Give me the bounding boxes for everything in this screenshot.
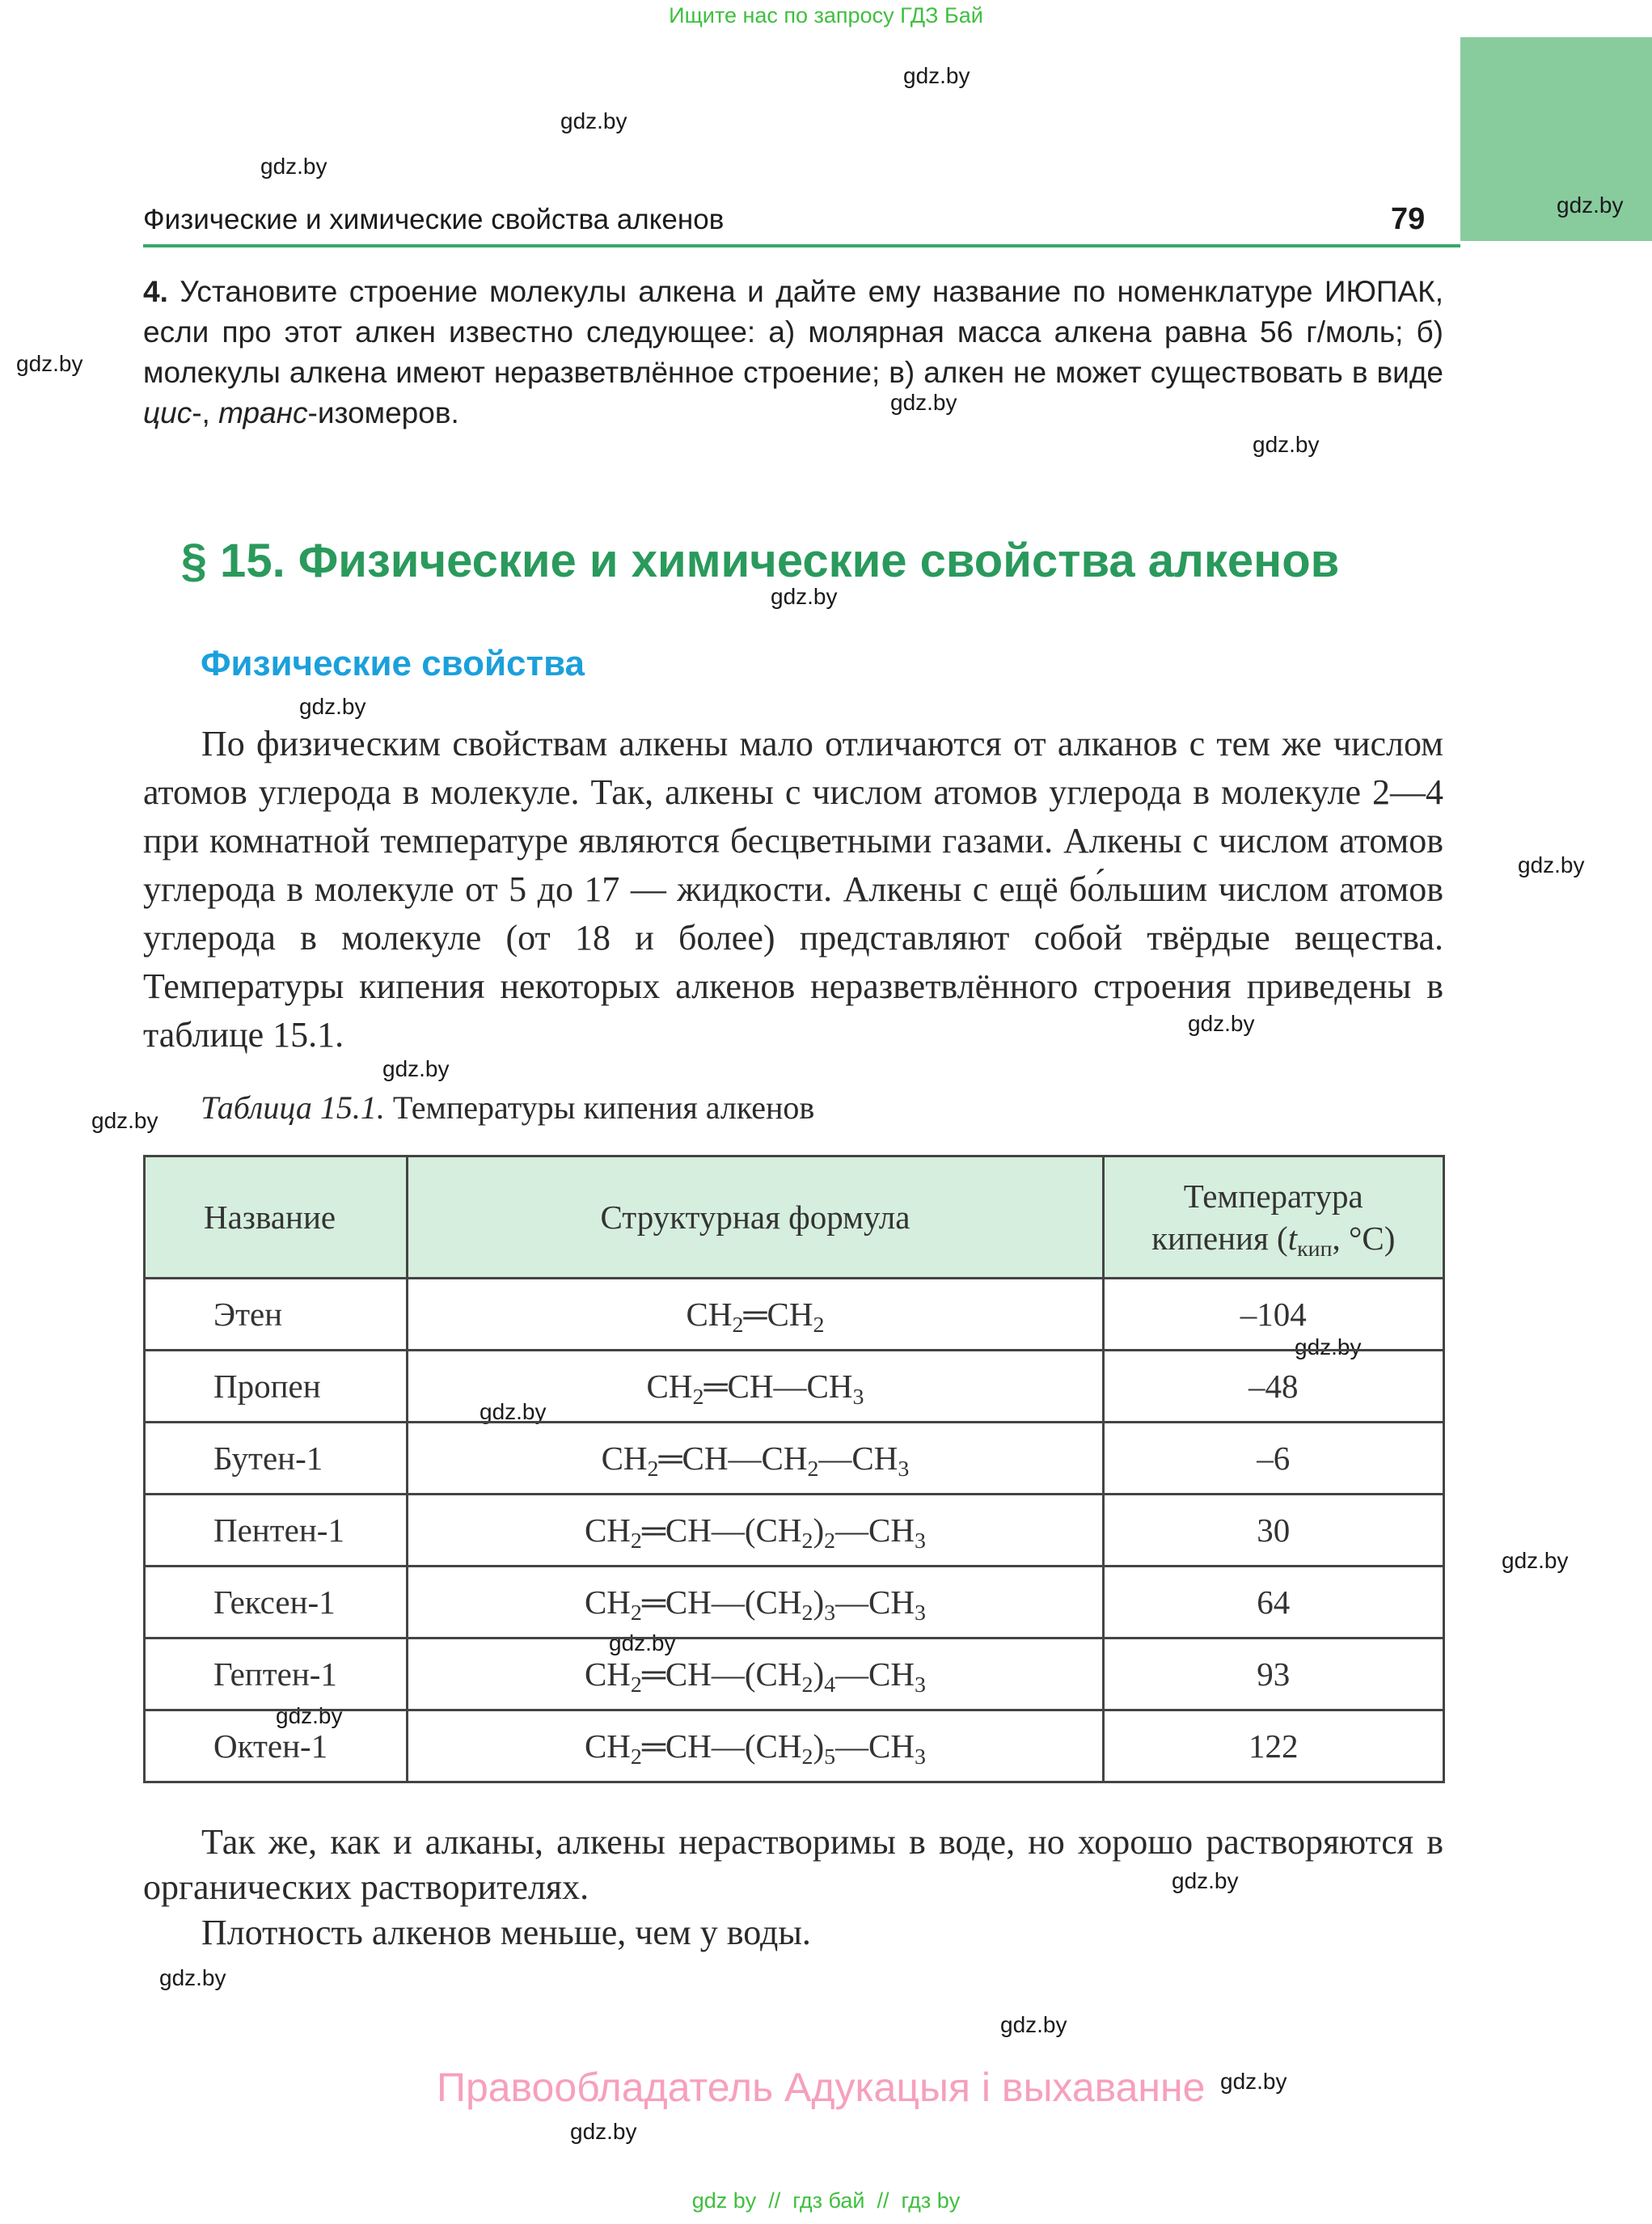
cell-name: Этен — [145, 1279, 408, 1351]
cell-name: Пропен — [145, 1351, 408, 1423]
paragraph-density — [143, 1910, 1443, 1956]
watermark: gdz.by — [1172, 1868, 1239, 1893]
watermark: gdz.by — [91, 1108, 158, 1133]
watermark: gdz.by — [570, 2119, 637, 2144]
cell-name: Пентен-1 — [145, 1495, 408, 1567]
header-name: Название — [145, 1156, 408, 1279]
watermark: gdz.by — [276, 1703, 343, 1728]
cell-name: Гептен-1 — [145, 1638, 408, 1710]
watermark: gdz.by — [1518, 852, 1585, 877]
bottom-links[interactable]: gdz by // гдз бай // гдз by — [691, 2188, 961, 2213]
table-row — [145, 1351, 1444, 1423]
watermark: gdz.by — [1253, 432, 1320, 457]
cell-temp: –48 — [1103, 1351, 1444, 1423]
table-row — [145, 1638, 1444, 1710]
watermark: gdz.by — [1220, 2069, 1287, 2094]
task-separator: -, — [192, 396, 219, 429]
task-text: Установите строение молекулы алкена и дайте ему название по номенклатуре ИЮПАК, если про этот алкен известно следующее: а) молярная масса алкена равна 56 г/моль; б) молекулы алкена имеют неразветвлённое строение; в) алкен не может существовать в виде — [143, 275, 1444, 389]
watermark: gdz.by — [560, 108, 627, 133]
cell-temp: –104 — [1103, 1279, 1444, 1351]
table-caption-text: Температуры кипения алкенов — [392, 1089, 815, 1126]
header-rule — [143, 244, 1460, 247]
watermark: gdz.by — [382, 1056, 450, 1081]
boiling-points-table — [143, 1155, 1445, 1783]
watermark: gdz.by — [1295, 1334, 1362, 1359]
cell-name: Гексен-1 — [145, 1567, 408, 1638]
task-number: 4. — [143, 275, 168, 308]
cell-formula: $CH_2═CH—(CH_2)_2—CH_3$ — [408, 1495, 1103, 1567]
header-temp — [1103, 1156, 1444, 1279]
header-temp-line2: кипения ( — [1151, 1220, 1288, 1257]
header-temp-line1: Температура — [1183, 1178, 1363, 1215]
cell-formula: $CH_2═CH—(CH_2)_5—CH_3$ — [408, 1710, 1103, 1782]
table-row — [145, 1423, 1444, 1495]
header-temp-t: t — [1287, 1220, 1298, 1257]
table-header-row — [145, 1156, 1444, 1279]
task-cis: цис — [143, 396, 192, 429]
table-row — [145, 1279, 1444, 1351]
task-tail: -изомеров. — [307, 396, 459, 429]
table-row — [145, 1495, 1444, 1567]
paragraph-1-text: По физическим свойствам алкены мало отличаются от алканов с тем же числом атомов углерода в молекуле. Так, алкены с числом атомов углерода в молекуле 2—4 при комнатной температуре являются бесцветными газами. Алкены с числом атомов углерода в молекуле от 5 до 17 — жидкости. Алкены с ещё бо́льшим числом атомов углерода в молекуле (от 18 и более) представляют собой твёрдые вещества. Температуры кипения некоторых алкенов неразветвлённого строения приведены в таблице 15.1. — [143, 724, 1443, 1055]
table-row — [145, 1567, 1444, 1638]
header-formula: Структурная формула — [408, 1156, 1103, 1279]
watermark: gdz.by — [609, 1630, 676, 1655]
cell-temp: 122 — [1103, 1710, 1444, 1782]
paragraph-2-text: Так же, как и алканы, алкены нерастворимы в воде, но хорошо растворяются в органических растворителях. — [143, 1822, 1443, 1907]
cell-temp: –6 — [1103, 1423, 1444, 1495]
cell-formula: $CH_2═CH—(CH_2)_3—CH_3$ — [408, 1567, 1103, 1638]
cell-formula: $CH_2═CH—CH_2—CH_3$ — [408, 1423, 1103, 1495]
watermark: gdz.by — [903, 63, 970, 88]
paragraph-solubility — [143, 1820, 1443, 1910]
paragraph-physical-properties — [143, 720, 1443, 1059]
watermark: gdz.by — [771, 584, 838, 609]
watermark: gdz.by — [16, 351, 83, 376]
running-head: Физические и химические свойства алкенов — [143, 204, 725, 235]
watermark: gdz.by — [480, 1399, 547, 1424]
watermark: gdz.by — [1188, 1011, 1255, 1036]
cell-formula: $CH_2═CH—(CH_2)_4—CH_3$ — [408, 1638, 1103, 1710]
section-title: § 15. Физические и химические свойства алкенов — [180, 535, 1340, 587]
watermark: gdz.by — [159, 1965, 226, 1990]
watermark: gdz.by — [260, 154, 327, 179]
cell-formula: $CH_2═CH—CH_3$ — [408, 1351, 1103, 1423]
paragraph-3-text: Плотность алкенов меньше, чем у воды. — [201, 1913, 811, 1952]
watermark: gdz.by — [1502, 1548, 1569, 1573]
cell-temp: 93 — [1103, 1638, 1444, 1710]
subsection-title: Физические свойства — [201, 644, 585, 683]
cell-name: Октен-1 — [145, 1710, 408, 1782]
cell-temp: 64 — [1103, 1567, 1444, 1638]
page-number: 79 — [1391, 202, 1426, 236]
table-row — [145, 1710, 1444, 1782]
watermark: gdz.by — [1557, 192, 1624, 218]
top-search-hint[interactable]: Ищите нас по запросу ГДЗ Бай — [669, 3, 983, 27]
table-caption-label: Таблица 15.1. — [201, 1089, 385, 1126]
task-4 — [143, 272, 1443, 433]
header-temp-unit: , °C) — [1332, 1220, 1396, 1257]
cell-name: Бутен-1 — [145, 1423, 408, 1495]
cell-formula: $CH_2═CH_2$ — [408, 1279, 1103, 1351]
table-caption — [201, 1089, 814, 1127]
task-trans: транс — [218, 396, 308, 429]
watermark: gdz.by — [299, 694, 366, 719]
cell-temp: 30 — [1103, 1495, 1444, 1567]
watermark: gdz.by — [1000, 2012, 1067, 2037]
watermark: gdz.by — [890, 390, 957, 415]
copyright-notice: Правообладатель Адукацыя і выхаванне — [437, 2065, 1206, 2110]
header-temp-sub: кип — [1297, 1236, 1333, 1262]
